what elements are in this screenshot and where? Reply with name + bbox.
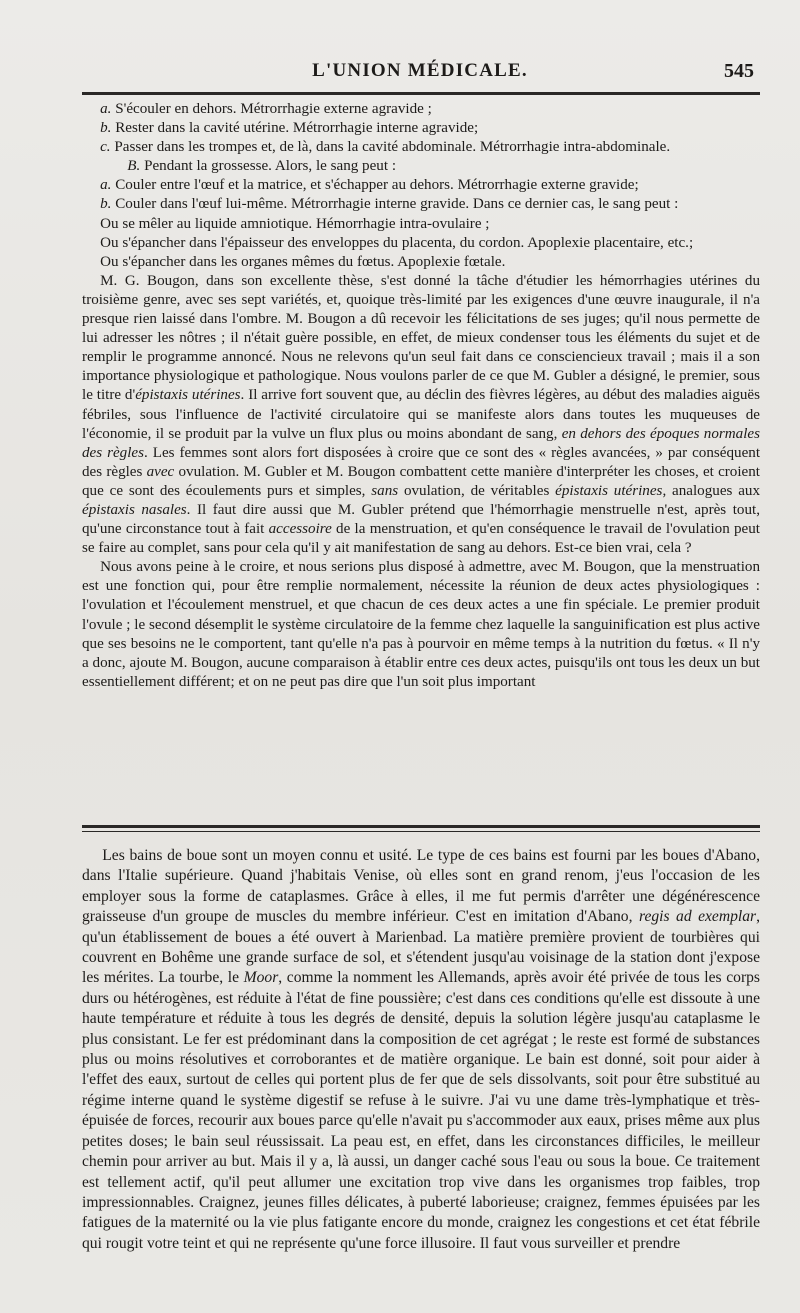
- text-run: ovulation, de véritables: [398, 482, 556, 499]
- text-run: Pendant la grossesse. Alors, le sang peut :: [140, 158, 397, 175]
- text-run: Couler dans l'œuf lui-même. Métrorrhagie interne gravide. Dans ce dernier cas, le sang peut :: [111, 196, 679, 213]
- italic-text: b.: [100, 120, 112, 137]
- italic-text: Moor: [243, 969, 279, 987]
- text-run: . Les femmes sont alors fort disposées à croire que ce sont des « règles avancées, » par conséquent des règles: [82, 444, 761, 480]
- paragraph: [82, 846, 760, 1254]
- text-run: de la menstruation, et qu'en conséquence le travail de l'ovulation peut se faire au complet, sans pour cela qu'il y ait manifestation de sang au dehors. Est-ce bien vrai, cela ?: [82, 521, 760, 557]
- list-item: [82, 234, 760, 253]
- list-item: [82, 215, 760, 234]
- text-run: M. G. Bougon, dans son excellente thèse, s'est donné la tâche d'étudier les hémorrhagies utérines du troisième genre, avec ses sept variétés, et, quoique très-limité par les exigences d'une œuvre inaugurale, il n'a presque rien laissé dans l'ombre. M. Bougon a dû recevoir les félicitations de ses juges; qu'il nous permette de lui adresser les nôtres ; il n'était guère possible, en effet, de mieux condenser tous les éléments du sujet et de remplir le programme annoncé. Nous ne relevons qu'un seul fait dans ce consciencieux travail ; mais il a son importance physiologique et pathologique. Nous voulons parler de ce que M. Gubler a désigné, le premier, sous le titre d': [82, 272, 760, 404]
- list-item: [82, 195, 760, 214]
- text-run: . Il arrive fort souvent que, au déclin des fièvres légères, au début des maladies aiguës fébriles, sous l'influence de l'activité circulatoire qui se manifeste alors dans toutes les muqueuses de l'économie, il se produit par la vulve un flux plus ou moins abondant de sang,: [82, 387, 761, 442]
- text-run: Ou s'épancher dans les organes mêmes du fœtus. Apoplexie fœtale.: [100, 253, 506, 270]
- page-number: 545: [724, 60, 754, 82]
- text-run: . Il faut dire aussi que M. Gubler prétend que l'hémorrhagie menstruelle n'est, après tout, qu'une circonstance tout à fait: [82, 501, 760, 538]
- list-item: [82, 253, 760, 272]
- feuilleton-rule-thin: [82, 831, 760, 832]
- italic-text: épistaxis utérines: [135, 387, 241, 404]
- text-run: Nous avons peine à le croire, et nous serions plus disposé à admettre, avec M. Bougon, que la menstruation est une fonction qui, pour être remplie normalement, nécessite la réunion de deux actes physiologiques : l'ovulation et l'écoulement menstruel, et que chacun de ces deux actes a une fin spéciale. Le premier produit l'ovule ; le second désemplit le système circulatoire de la femme chez laquelle la sanguinification est plus active que ses besoins ne le comportent, tant qu'elle n'a pas à pourvoir en même temps à la nutrition du fœtus. « Il n'y a donc, ajoute M. Bougon, aucune comparaison à établir entre ces deux actes, puisqu'ils ont tous les deux un but essentiellement différent; et on ne peut pas dire que l'un soit plus important: [82, 559, 760, 690]
- running-title: L'UNION MÉDICALE.: [312, 60, 528, 81]
- list-item: [82, 138, 760, 157]
- italic-text: B.: [127, 158, 141, 175]
- italic-text: accessoire: [268, 521, 332, 538]
- page-header: [82, 56, 758, 90]
- italic-text: regis ad exemplar: [638, 908, 757, 926]
- italic-text: c.: [100, 139, 111, 156]
- italic-text: avec: [146, 463, 175, 480]
- paragraph: [82, 272, 760, 558]
- text-run: Couler entre l'œuf et la matrice, et s'échapper au dehors. Métrorrhagie externe gravide;: [111, 177, 639, 194]
- italic-text: a.: [100, 177, 112, 194]
- feuilleton-rule: [82, 825, 760, 828]
- italic-text: épistaxis utérines: [555, 482, 663, 499]
- header-rule: [82, 92, 760, 95]
- list-item: [82, 100, 760, 119]
- italic-text: a.: [100, 101, 112, 117]
- text-run: Passer dans les trompes et, de là, dans la cavité abdominale. Métrorrhagie intra-abdominale.: [110, 139, 671, 156]
- feuilleton-article: [82, 846, 760, 1254]
- list-item: [82, 119, 760, 138]
- main-article: [82, 100, 760, 692]
- text-run: S'écouler en dehors. Métrorrhagie externe agravide ;: [111, 101, 432, 117]
- italic-text: épistaxis nasales: [82, 501, 187, 518]
- italic-text: b.: [100, 196, 112, 213]
- section-heading: [82, 157, 760, 176]
- text-run: , qu'un établissement de boues a été ouvert à Marienbad. La matière première provient de tourbières qui couvrent en Bohême une grande surface de sol, et s'étendent jusqu'au voisinage de la station dont j'expose les mérites. La tourbe, le: [82, 908, 760, 987]
- italic-text: sans: [371, 482, 399, 499]
- italic-text: en dehors des époques normales des règles: [82, 425, 760, 461]
- text-run: , comme la nomment les Allemands, après avoir été privée de tous les corps durs ou hétérogènes, est réduite à l'état de fine poussière; c'est dans ces conditions qu'elle est dissoute à une haute température et réduite à tous les degrés de densité, depuis la solution légère jusqu'au cataplasme le plus consistant. Le fer est prédominant dans la composition de cet agrégat ; le reste est formé de substances plus ou moins résolutives et corroborantes et de matière organique. Le bain est donné, soit pour aider à l'effet des eaux, surtout de celles qui portent plus de fer que de sels dissolvants, soit pour être substitué au régime interne quand le système digestif se refuse à le suivre. J'ai vu une dame très-lymphatique et très-épuisée de forces, recourir aux boues parce qu'elle n'avait pu s'accommoder aux eaux, prises même aux plus petites doses; le bain seul réussissait. La peau est, en effet, dans les circonstances difficiles, le meilleur chemin pour arriver au but. Mais il y a, là aussi, un danger caché sous l'eau ou sous la boue. Ce traitement est tellement actif, qu'il peut allumer une excitation trop vive dans les organismes trop faibles, trop impressionnables. Craignez, jeunes filles délicates, à puberté laborieuse; craignez, femmes épuisées par les fatigues de la maternité ou la vie plus fatigante encore du monde, craignez les congestions et cet état fébrile qui rougit votre teint et qui ne représente qu'une force illusoire. Il faut vous surveiller et prendre: [82, 969, 760, 1252]
- text-run: Rester dans la cavité utérine. Métrorrhagie interne agravide;: [111, 120, 479, 137]
- text-run: ovulation. M. Gubler et M. Bougon combattent cette manière d'interpréter les choses, et croient que ce sont des écoulements purs et simples,: [82, 463, 760, 499]
- text-run: , analogues aux: [662, 482, 761, 499]
- text-run: Ou se mêler au liquide amniotique. Hémorrhagie intra-ovulaire ;: [100, 215, 490, 232]
- paragraph: [82, 558, 760, 692]
- list-item: [82, 176, 760, 195]
- text-run: Les bains de boue sont un moyen connu et usité. Le type de ces bains est fourni par les boues d'Abano, dans l'Italie supérieure. Quand j'habitais Venise, où elles sont en grand renom, j'eus l'occasion de les employer sous la forme de cataplasmes. Grâce à elles, il me fut permis d'arrêter une dégénérescence graisseuse d'un groupe de muscles du membre inférieur. C'est en imitation d'Abano,: [82, 847, 760, 926]
- text-run: Ou s'épancher dans l'épaisseur des enveloppes du placenta, du cordon. Apoplexie placentaire, etc.;: [100, 234, 694, 251]
